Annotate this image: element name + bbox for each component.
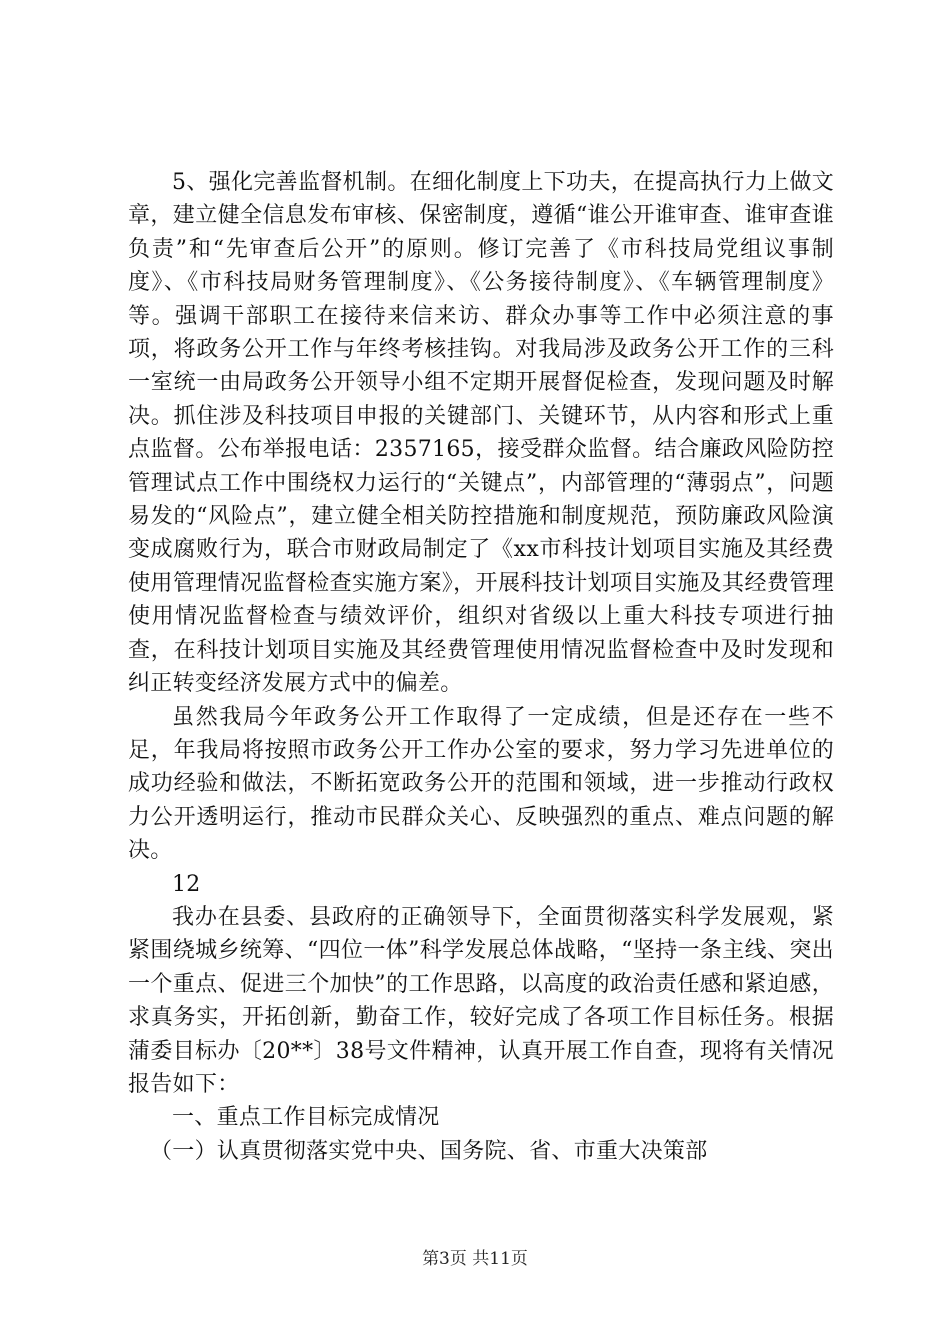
paragraph-shortcomings: 虽然我局今年政务公开工作取得了一定成绩，但是还存在一些不足，年我局将按照市政务公开工作办公室的要求，努力学习先进单位的成功经验和做法，不断拓宽政务公开的范围和领域，进一步推动行政权力公开透明运行，推动市民群众关心、反映强烈的重点、难点问题的解决。 — [128, 704, 834, 864]
subsection-heading: （一）认真贯彻落实党中央、国务院、省、市重大决策部 — [150, 1138, 708, 1164]
page-footer: 第3页 共11页 — [422, 1249, 528, 1269]
paragraph-supervision: 5、强化完善监督机制。在细化制度上下功夫，在提高执行力上做文章，建立健全信息发布审核、保密制度，遵循“谁公开谁审查、谁审查谁负责”和“先审查后公开”的原则。修订完善了《市科技局党组议事制度》、《市科技局财务管理制度》、《公务接待制度》、《车辆管理制度》等。强调干部职工在接待来信来访、群众办事等工作中必须注意的事项，将政务公开工作与年终考核挂钩。对我局涉及政务公开工作的三科一室统一由局政务公开领导小组不定期开展督促检查，发现问题及时解决。抓住涉及科技项目申报的关键部门、关键环节，从内容和形式上重点监督。公布举报电话：2357165，接受群众监督。结合廉政风险防控管理试点工作中围绕权力运行的“关键点”，内部管理的“薄弱点”，问题易发的“风险点”，建立健全相关防控措施和制度规范，预防廉政风险演变成腐败行为，联合市财政局制定了《xx市科技计划项目实施及其经费使用管理情况监督检查实施方案》，开展科技计划项目实施及其经费管理使用情况监督检查与绩效评价，组织对省级以上重大科技专项进行抽查，在科技计划项目实施及其经费管理使用情况监督检查中及时发现和纠正转变经济发展方式中的偏差。 — [128, 170, 834, 697]
section-heading: 一、重点工作目标完成情况 — [172, 1105, 440, 1131]
paragraph-report-intro: 我办在县委、县政府的正确领导下，全面贯彻落实科学发展观，紧紧围绕城乡统筹、“四位一体”科学发展总体战略，“坚持一条主线、突出一个重点、促进三个加快”的工作思路，以高度的政治责任感和紧迫感，求真务实，开拓创新，勤奋工作，较好完成了各项工作目标任务。根据蒲委目标办〔20**〕38号文件精神，认真开展工作自查，现将有关情况报告如下： — [128, 904, 834, 1097]
inline-number: 12 — [172, 871, 201, 897]
document-body — [128, 166, 834, 1168]
